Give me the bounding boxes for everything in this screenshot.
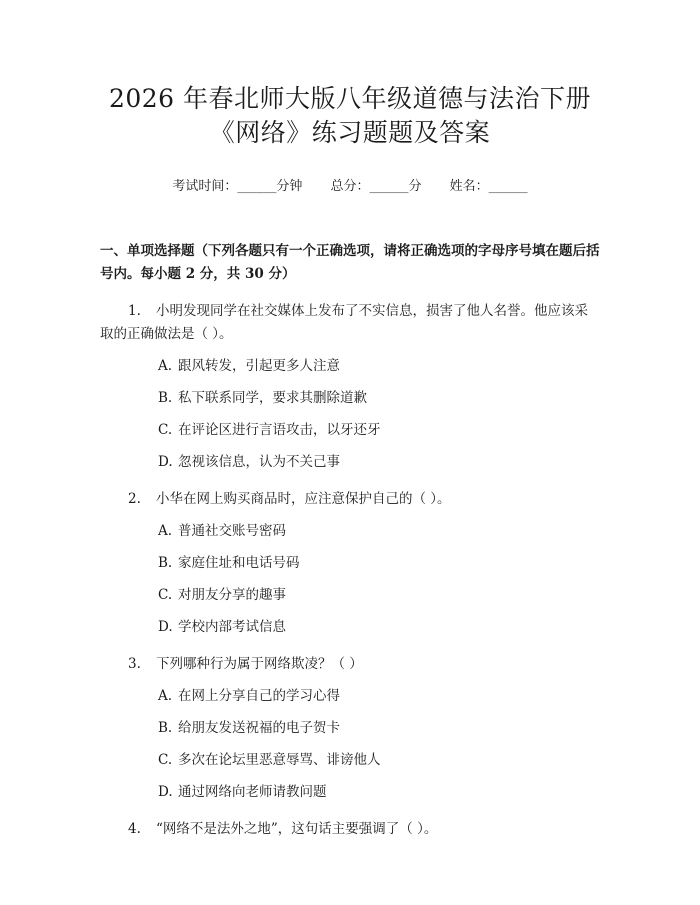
option-letter: D. (158, 619, 173, 635)
option-letter: B. (158, 390, 173, 406)
option-text: 在网上分享自己的学习心得 (178, 688, 340, 704)
option-text: 对朋友分享的趣事 (178, 587, 286, 603)
option-item (100, 584, 600, 607)
question-text: 小华在网上购买商品时，应注意保护自己的（ ）。 (156, 491, 451, 507)
option-letter: C. (158, 422, 173, 438)
option-letter: A. (158, 358, 173, 374)
title-line-1: 2026 年春北师大版八年级道德与法治下册 (108, 84, 592, 113)
option-list (100, 685, 600, 804)
option-item (100, 451, 600, 474)
option-letter: C. (158, 587, 173, 603)
option-item (100, 355, 600, 378)
option-letter: A. (158, 523, 173, 539)
option-item (100, 520, 600, 543)
option-text: 在评论区进行言语攻击，以牙还牙 (178, 422, 381, 438)
title-line-2: 《网络》练习题题及答案 (209, 118, 491, 147)
option-text: 通过网络向老师请教问题 (178, 784, 327, 800)
option-text: 多次在论坛里恶意辱骂、诽谤他人 (178, 752, 381, 768)
question-number: 4. (128, 821, 141, 837)
question-text: “网络不是法外之地”，这句话主要强调了（ ）。 (156, 821, 438, 837)
student-name-field: 姓名：______ (449, 179, 528, 194)
total-score-field: 总分：______分 (330, 179, 422, 194)
option-item (100, 419, 600, 442)
question-number: 3. (128, 656, 141, 672)
option-letter: C. (158, 752, 173, 768)
exam-info (100, 178, 600, 196)
exam-time-field: 考试时间：______分钟 (172, 179, 303, 194)
question-number: 2. (128, 491, 141, 507)
question (100, 300, 600, 346)
option-item (100, 749, 600, 772)
option-text: 忽视该信息，认为不关己事 (178, 454, 340, 470)
option-text: 跟风转发，引起更多人注意 (178, 358, 340, 374)
option-item (100, 387, 600, 410)
question (100, 818, 600, 841)
option-letter: B. (158, 720, 173, 736)
option-item (100, 616, 600, 639)
question-number: 1. (128, 303, 141, 319)
option-item (100, 552, 600, 575)
option-item (100, 685, 600, 708)
option-letter: D. (158, 784, 173, 800)
option-text: 私下联系同学，要求其删除道歉 (178, 390, 367, 406)
option-letter: A. (158, 688, 173, 704)
option-list (100, 355, 600, 474)
option-text: 给朋友发送祝福的电子贺卡 (178, 720, 340, 736)
question-text: 下列哪种行为属于网络欺凌？（ ） (156, 656, 363, 672)
option-item (100, 717, 600, 740)
option-list (100, 520, 600, 639)
option-letter: B. (158, 555, 173, 571)
question-text: 小明发现同学在社交媒体上发布了不实信息，损害了他人名誉。他应该采取的正确做法是（ ）。 (100, 303, 588, 342)
option-text: 普通社交账号密码 (178, 523, 286, 539)
question (100, 653, 600, 676)
document-title (100, 0, 600, 150)
option-letter: D. (158, 454, 173, 470)
section-heading: 一、单项选择题（下列各题只有一个正确选项，请将正确选项的字母序号填在题后括号内。每小题 2 分，共 30 分） (100, 243, 600, 282)
question (100, 488, 600, 511)
option-text: 学校内部考试信息 (178, 619, 286, 635)
option-text: 家庭住址和电话号码 (178, 555, 300, 571)
option-item (100, 781, 600, 804)
